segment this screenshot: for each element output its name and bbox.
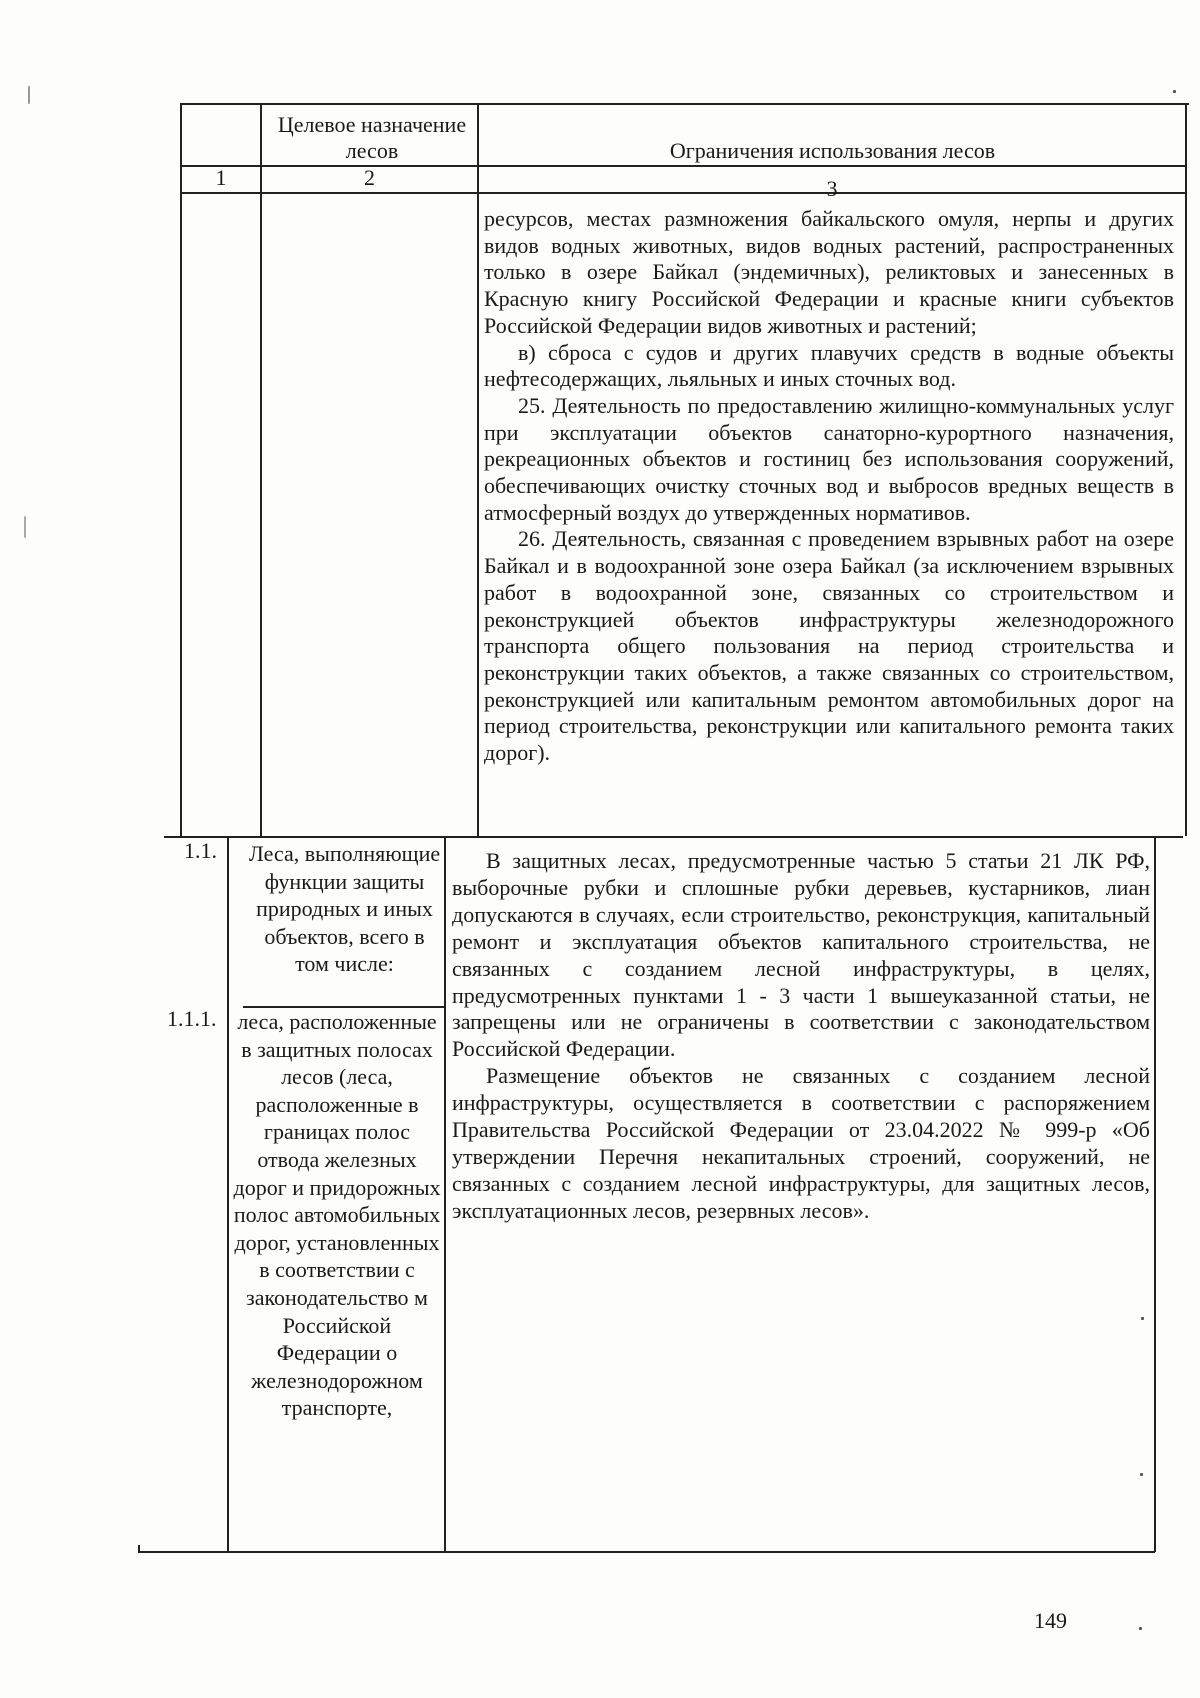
col-1-2-divider-upper xyxy=(260,103,262,838)
table-top-border xyxy=(180,103,1189,105)
table-left-border-upper xyxy=(180,103,182,838)
scan-speck xyxy=(1173,90,1176,93)
col-1-2-divider-lower xyxy=(227,836,229,1552)
restrictions-paragraph-1: В защитных лесах, предусмотренные частью 5 статьи 21 ЛК РФ, выборочные рубки и сплошные рубки деревьев, кустарников, лиан допускаются в случаях, если строительство, реконструкция, капитальный ремонт и эксплуатация объектов капитального строительства, не связанных с созданием лесной инфраструктуры, в целях, предусмотренных пунктами 1 - 3 части 1 вышеуказанной статьи, не запрещены или не ограничены в соответствии с законодательством Российской Федерации. xyxy=(452,848,1150,1062)
row-1-1-1-number: 1.1.1. xyxy=(167,1006,217,1031)
restrictions-paragraph-2: Размещение объектов не связанных с созданием лесной инфраструктуры, осуществляется в соответствии с распоряжением Правительства Российской Федерации от 23.04.2022 № 999-р «Об утверждении Перечня некапитальных строений, сооружений, не связанных с созданием лесной инфраструктуры, для защитных лесов, эксплуатационных лесов, резервных лесов». xyxy=(452,1063,1150,1223)
row-1-1-1-purpose: леса, расположенные в защитных полосах лесов (леса, расположенные в границах полос отвода железных дорог и придорожных полос автомобильных дорог, установленных в соответствии с законодательство м Российской Федерации о железнодорожном транспорте, xyxy=(233,1009,441,1421)
column-number-2: 2 xyxy=(364,165,375,190)
table-right-border-upper xyxy=(1185,103,1187,836)
restrictions-text xyxy=(452,848,1150,1225)
row-1-1-number: 1.1. xyxy=(184,838,217,863)
scan-speck xyxy=(1139,1627,1142,1630)
continuation-paragraph-3: 25. Деятельность по предоставлению жилищно-коммунальных услуг при эксплуатации объектов санаторно-курортного назначения, рекреационных объектов и гостиниц без использования сооружений, обеспечивающих очистку сточных вод и выбросов вредных веществ в атмосферный воздух до утвержденных нормативов. xyxy=(484,392,1174,525)
column-number-3: 3 xyxy=(826,176,838,201)
continuation-paragraph-2: в) сброса с судов и других плавучих средств в водные объекты нефтесодержащих, льяльных и иных сточных вод. xyxy=(484,339,1174,392)
continuation-paragraph-4: 26. Деятельность, связанная с проведением взрывных работ на озере Байкал и в водоохранной зоне озера Байкал (за исключением взрывных работ в водоохранной зоне, связанных со строительством и реконструкцией объектов инфраструктуры железнодорожного транспорта общего пользования на период строительства и реконструкции таких объектов, а также связанных со строительством, реконструкцией или капитальным ремонтом автомобильных дорог на период строительства, реконструкции или капитального ремонта таких дорог). xyxy=(484,526,1174,766)
scan-speck xyxy=(28,86,30,104)
column-number-1: 1 xyxy=(215,165,227,190)
table-right-border-lower xyxy=(1154,836,1156,1552)
header-col3: Ограничения использования лесов xyxy=(669,138,996,163)
table-bottom-border xyxy=(138,1551,1155,1553)
col-2-3-divider-upper xyxy=(477,103,479,838)
col-2-3-divider-lower xyxy=(444,836,446,1552)
row-1-1-top-border xyxy=(165,836,1183,838)
continuation-paragraph-1: ресурсов, местах размножения байкальского омуля, нерпы и других видов водных животных, видов водных растений, распространенных только в озере Байкал (эндемичных), реликтовых и занесенных в Красную книгу Российской Федерации и красные книги субъектов Российской Федерации видов животных и растений; xyxy=(484,206,1174,338)
scan-speck xyxy=(1140,1473,1143,1476)
scan-speck xyxy=(24,516,26,538)
scan-speck xyxy=(1141,1317,1144,1320)
row-1-1-purpose: Леса, выполняющие функции защиты природных и иных объектов, всего в том числе: xyxy=(248,841,441,976)
table-left-border-lower xyxy=(164,836,166,838)
continuation-text xyxy=(484,206,1174,767)
page-number: 149 xyxy=(1034,1608,1067,1633)
header-col2: Целевое назначение лесов xyxy=(277,112,467,164)
table-left-border-outer xyxy=(138,1545,140,1553)
